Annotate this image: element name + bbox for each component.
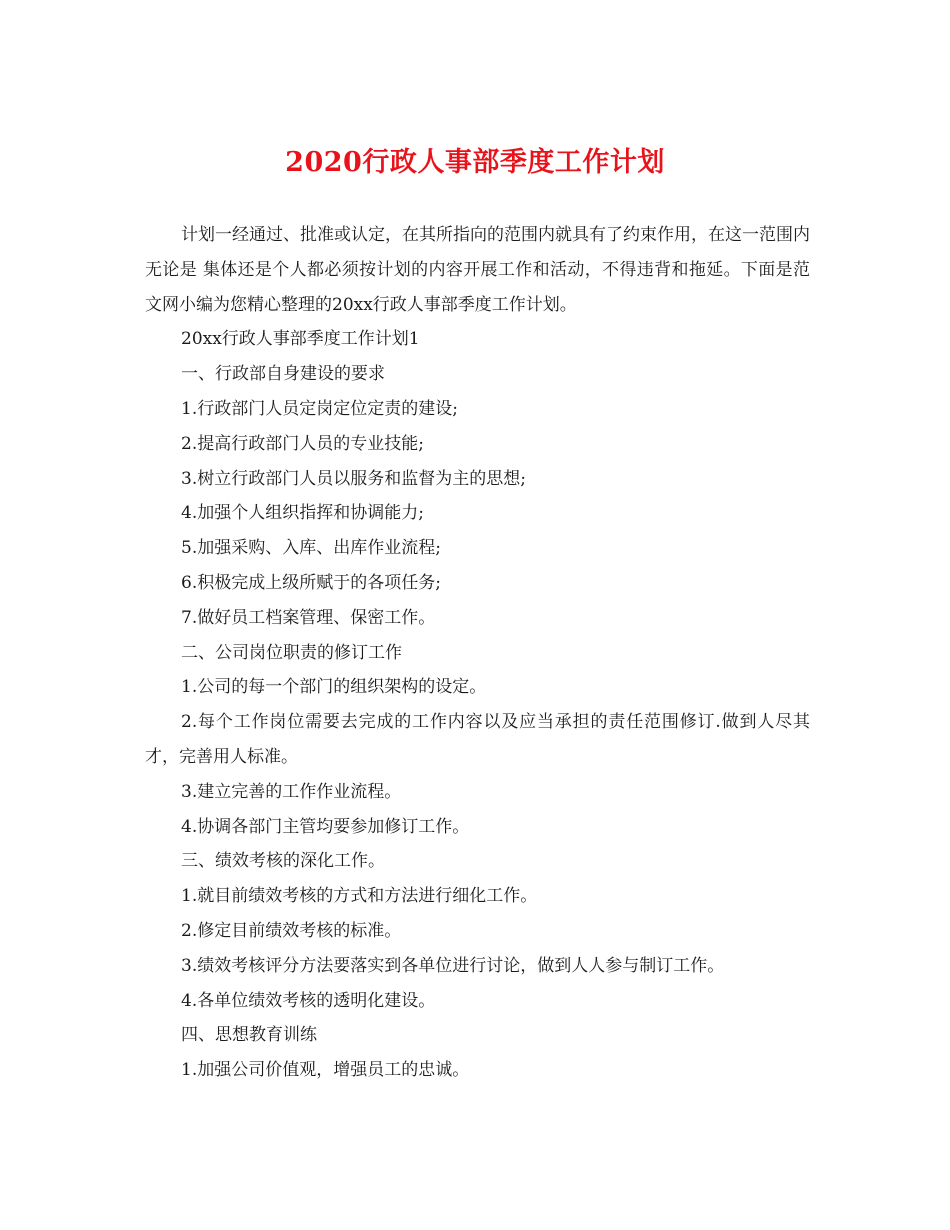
list-item: 4.协调各部门主管均要参加修订工作。 <box>181 816 470 837</box>
list-item: 2.修定目前绩效考核的标准。 <box>181 920 402 941</box>
list-item: 1.行政部门人员定岗定位定责的建设; <box>181 398 458 419</box>
subsection-heading: 四、思想教育训练 <box>181 1025 317 1046</box>
list-item: 6.积极完成上级所赋于的各项任务; <box>181 572 441 593</box>
list-item: 1.公司的每一个部门的组织架构的设定。 <box>181 677 487 698</box>
section-heading: 20xx行政人事部季度工作计划1 <box>181 329 420 350</box>
list-item: 2.每个工作岗位需要去完成的工作内容以及应当承担的责任范围修订.做到人尽其才，完善用人标准。 <box>145 712 810 767</box>
list-item: 3.建立完善的工作作业流程。 <box>181 781 402 802</box>
document-body <box>145 218 810 1088</box>
list-item: 5.加强采购、入库、出库作业流程; <box>181 538 441 559</box>
subsection-heading: 一、行政部自身建设的要求 <box>181 364 385 385</box>
list-item: 1.加强公司价值观，增强员工的忠诚。 <box>181 1060 470 1081</box>
list-item: 3.树立行政部门人员以服务和监督为主的思想; <box>181 468 526 489</box>
subsection-heading: 二、公司岗位职责的修订工作 <box>181 642 402 663</box>
document-title: 2020行政人事部季度工作计划 <box>285 147 665 178</box>
list-item: 4.各单位绩效考核的透明化建设。 <box>181 990 436 1011</box>
list-item: 2.提高行政部门人员的专业技能; <box>181 433 424 454</box>
list-item: 1.就目前绩效考核的方式和方法进行细化工作。 <box>181 886 538 907</box>
subsection-heading: 三、绩效考核的深化工作。 <box>181 851 385 872</box>
list-item: 7.做好员工档案管理、保密工作。 <box>181 607 436 628</box>
list-item: 3.绩效考核评分方法要落实到各单位进行讨论，做到人人参与制订工作。 <box>181 955 725 976</box>
intro-paragraph: 计划一经通过、批准或认定，在其所指向的范围内就具有了约束作用，在这一范围内无论是 集体还是个人都必须按计划的内容开展工作和活动，不得违背和拖延。下面是范文网小编为您精心整理的20xx行政人事部季度工作计划。 <box>145 225 810 315</box>
list-item: 4.加强个人组织指挥和协调能力; <box>181 503 424 524</box>
